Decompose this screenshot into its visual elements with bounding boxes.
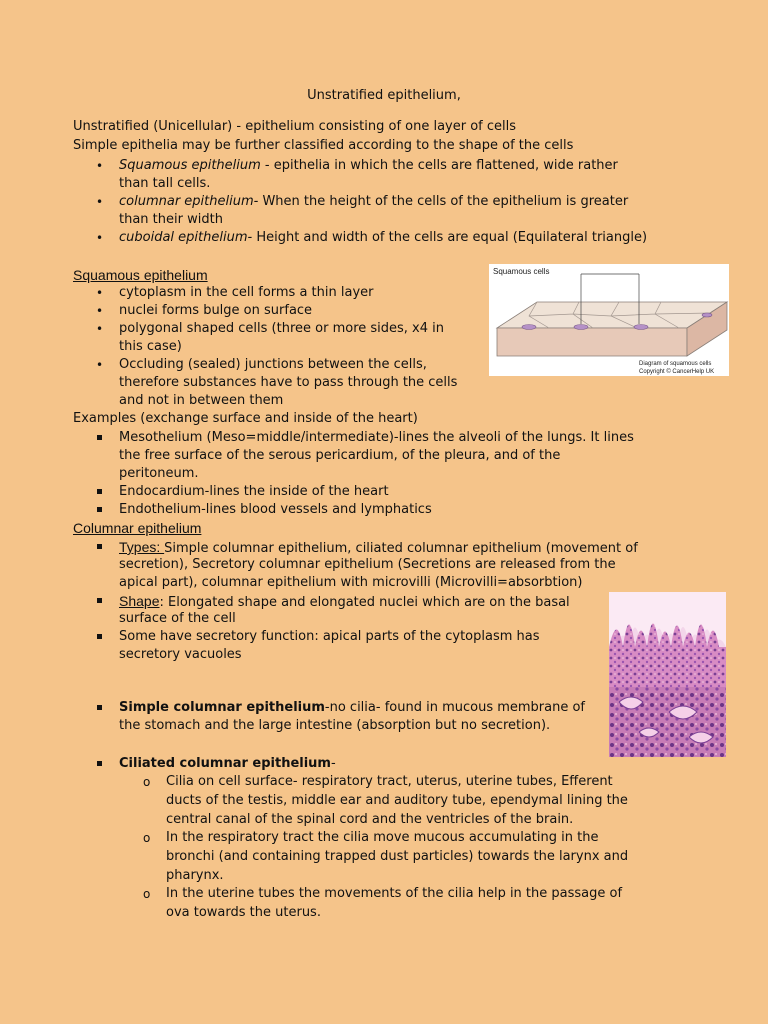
example-item-cont: the free surface of the serous pericardium, of the pleura, and of the [119, 448, 561, 463]
squamous-cells-diagram [489, 264, 729, 376]
type-item-squamous [119, 157, 618, 175]
bullet-icon: • [96, 195, 104, 209]
columnar-types [119, 538, 638, 558]
squamous-heading: Squamous epithelium [73, 267, 208, 283]
figure-label: Squamous cells [493, 267, 550, 276]
types-text: Simple columnar epithelium, ciliated columnar epithelium (movement of [164, 541, 638, 556]
ciliated-point: In the uterine tubes the movements of the cilia help in the passage of [166, 886, 623, 901]
type-item-columnar [119, 193, 628, 211]
type-desc-cont: than tall cells. [119, 176, 211, 191]
secretory-text-cont: secretory vacuoles [119, 647, 242, 662]
example-item: Endothelium-lines blood vessels and lymphatics [119, 502, 432, 517]
ciliated-point: In the respiratory tract the cilia move mucous accumulating in the [166, 830, 599, 845]
square-bullet-icon [97, 634, 102, 639]
type-term: cuboidal epithelium- [119, 230, 253, 245]
square-bullet-icon [97, 507, 102, 512]
figure-caption: Diagram of squamous cells [639, 361, 712, 367]
types-text-cont: apical part), columnar epithelium with microvilli (Microvilli=absorbtion) [119, 575, 583, 590]
ciliated-columnar [119, 755, 336, 773]
types-text-cont: secretion), Secretory columnar epithelium (Secretions are released from the [119, 557, 616, 572]
square-bullet-icon [97, 761, 102, 766]
type-desc: When the height of the cells of the epithelium is greater [258, 194, 629, 209]
circle-bullet-icon: o [143, 887, 151, 901]
types-label: Types: [119, 539, 165, 555]
simple-columnar [119, 699, 585, 717]
intro-line-2: Simple epithelia may be further classified according to the shape of the cells [73, 138, 574, 153]
ciliated-point-cont: bronchi (and containing trapped dust particles) towards the larynx and [166, 849, 629, 864]
bullet-icon: • [96, 322, 104, 336]
type-desc-cont: than their width [119, 212, 223, 227]
ciliated-dash: - [330, 756, 336, 771]
square-bullet-icon [97, 705, 102, 710]
type-desc: Height and width of the cells are equal (Equilateral triangle) [252, 230, 648, 245]
squamous-point-cont: this case) [119, 339, 182, 354]
type-item-cuboidal [119, 229, 647, 247]
figure-copyright: Copyright © CancerHelp UK [639, 369, 715, 375]
example-item: Endocardium-lines the inside of the heart [119, 484, 389, 499]
circle-bullet-icon: o [143, 831, 151, 845]
example-item: Mesothelium (Meso=middle/intermediate)-lines the alveoli of the lungs. It lines [119, 430, 634, 445]
squamous-point: cytoplasm in the cell forms a thin layer [119, 285, 374, 300]
square-bullet-icon [97, 598, 102, 603]
ciliated-point-cont: pharynx. [166, 868, 224, 883]
secretory-text: Some have secretory function: apical parts of the cytoplasm has [119, 629, 540, 644]
ciliated-label: Ciliated columnar epithelium [119, 756, 331, 771]
squamous-point-cont: therefore substances have to pass through the cells [119, 375, 458, 390]
columnar-heading: Columnar epithelium [73, 520, 202, 536]
circle-bullet-icon: o [143, 775, 151, 789]
example-item-cont: peritoneum. [119, 466, 199, 481]
shape-label: Shape [119, 593, 160, 609]
intro-line-1: Unstratified (Unicellular) - epithelium consisting of one layer of cells [73, 119, 517, 134]
shape-text-cont: surface of the cell [119, 611, 236, 626]
bullet-icon: • [96, 304, 104, 318]
ciliated-point-cont: ducts of the testis, middle ear and auditory tube, ependymal lining the [166, 793, 628, 808]
simple-text: -no cilia- found in mucous membrane of [324, 700, 586, 715]
page-title: Unstratified epithelium, [307, 88, 461, 103]
square-bullet-icon [97, 544, 102, 549]
squamous-point-cont: and not in between them [119, 393, 284, 408]
simple-label: Simple columnar epithelium [119, 700, 325, 715]
ciliated-point-cont: ova towards the uterus. [166, 905, 321, 920]
columnar-shape [119, 592, 570, 612]
bullet-icon: • [96, 159, 104, 173]
examples-label: Examples (exchange surface and inside of the heart) [73, 411, 418, 426]
type-desc: - epithelia in which the cells are flattened, wide rather [260, 158, 618, 173]
columnar-histology-image [609, 592, 726, 757]
squamous-point: Occluding (sealed) junctions between the cells, [119, 357, 427, 372]
bullet-icon: • [96, 231, 104, 245]
simple-text-cont: the stomach and the large intestine (absorption but no secretion). [119, 718, 551, 733]
type-term: columnar epithelium- [119, 194, 259, 209]
square-bullet-icon [97, 435, 102, 440]
squamous-point: nuclei forms bulge on surface [119, 303, 313, 318]
shape-text: : Elongated shape and elongated nuclei which are on the basal [159, 595, 570, 610]
bullet-icon: • [96, 358, 104, 372]
type-term: Squamous epithelium [119, 158, 261, 173]
ciliated-point-cont: central canal of the spinal cord and the ventricles of the brain. [166, 812, 574, 827]
squamous-point: polygonal shaped cells (three or more sides, x4 in [119, 321, 445, 336]
square-bullet-icon [97, 489, 102, 494]
bullet-icon: • [96, 286, 104, 300]
ciliated-point: Cilia on cell surface- respiratory tract, uterus, uterine tubes, Efferent [166, 774, 613, 789]
